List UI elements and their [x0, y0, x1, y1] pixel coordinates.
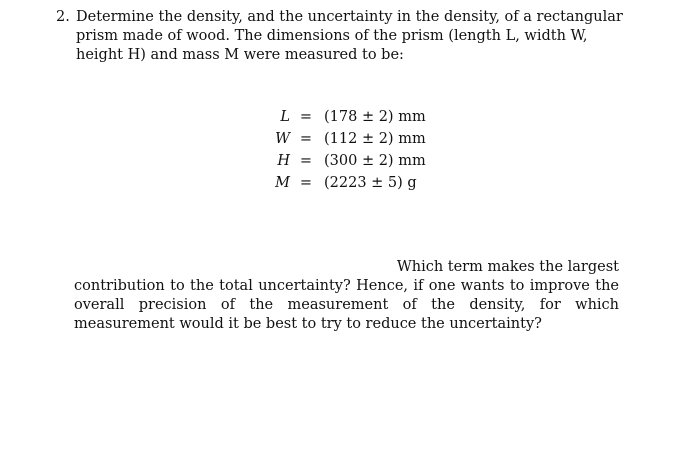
- conclusion-rest: contribution to the total uncertainty? Hence, if one wants to improve the overall precision of the measurement of the density, for which measurement would it be best to try to reduce the uncertainty?: [74, 278, 619, 332]
- equals-sign: =: [299, 131, 313, 147]
- problem-number: 2.: [56, 9, 70, 25]
- measurement-row-width: [262, 128, 426, 150]
- equals-sign: =: [299, 153, 313, 169]
- value-width: (112 ± 2) mm: [324, 131, 426, 147]
- equals-sign: =: [299, 109, 313, 125]
- conclusion-lead: Which term makes the largest: [396, 259, 619, 275]
- value-length: (178 ± 2) mm: [324, 109, 426, 125]
- problem-statement: [56, 8, 636, 65]
- symbol-length: L: [280, 109, 290, 125]
- problem-intro-text: Determine the density, and the uncertainty in the density, of a rectangular prism made of wood. The dimensions of the prism (length L, width W, height H) and mass M were measured to be:: [76, 9, 623, 63]
- measurement-row-length: [262, 106, 426, 128]
- value-mass: (2223 ± 5) g: [324, 175, 417, 191]
- symbol-height: H: [277, 153, 290, 169]
- equals-sign: =: [299, 175, 313, 191]
- measurement-row-height: [262, 150, 426, 172]
- measurement-row-mass: [262, 172, 426, 194]
- symbol-width: W: [275, 131, 290, 147]
- measurement-equations: [262, 106, 426, 194]
- symbol-mass: M: [275, 175, 290, 191]
- conclusion-paragraph: [74, 258, 619, 334]
- value-height: (300 ± 2) mm: [324, 153, 426, 169]
